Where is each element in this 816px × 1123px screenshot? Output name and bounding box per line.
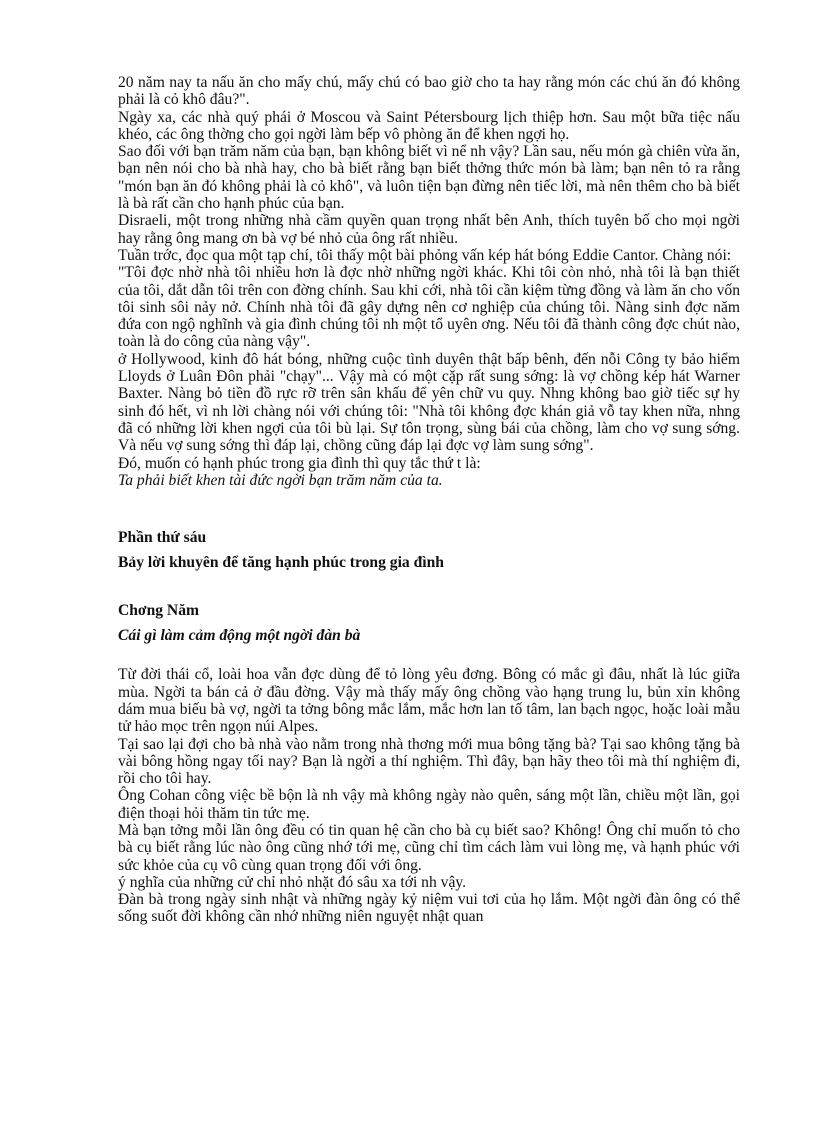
part-subtitle: Bảy lời khuyên để tăng hạnh phúc trong gia đình bbox=[118, 554, 444, 572]
paragraph: 20 năm nay ta nấu ăn cho mấy chú, mấy chú có bao giờ cho ta hay rằng món các chú ăn đó không phải là cỏ khô đâu?". bbox=[118, 74, 740, 109]
paragraph: Mà bạn tởng mỗi lần ông đều có tin quan hệ cần cho bà cụ biết sao? Không! Ông chỉ muốn tỏ cho bà cụ biết rằng lúc nào ông cũng nhớ tới mẹ, cũng chỉ tìm cách làm vui lòng mẹ, và hạnh phúc với sức khỏe của cụ vô cùng quan trọng đối với ông. bbox=[118, 821, 740, 874]
paragraph: Tuần trớc, đọc qua một tạp chí, tôi thấy một bài phỏng vấn kép hát bóng Eddie Cantor. Chàng nói: bbox=[118, 246, 732, 264]
rule-statement: Ta phải biết khen tài đức ngời bạn trăm năm của ta. bbox=[118, 471, 443, 489]
paragraph: Đó, muốn có hạnh phúc trong gia đình thì quy tắc thứ t là: bbox=[118, 454, 481, 472]
section-body-2 bbox=[118, 666, 740, 925]
document-page bbox=[118, 74, 740, 926]
chapter-heading: Chơng Năm bbox=[118, 601, 199, 619]
part-heading: Phần thứ sáu bbox=[118, 529, 207, 547]
paragraph: Đàn bà trong ngày sinh nhật và những ngày kỷ niệm vui tơi của họ lắm. Một ngời đàn ông có thể sống suốt đời không cần nhớ những niên nguyệt nhật quan bbox=[118, 891, 740, 926]
paragraph: Ngày xa, các nhà quý phái ở Moscou và Saint Pétersbourg lịch thiệp hơn. Sau một bữa tiệc nấu khéo, các ông thờng cho gọi ngời làm bếp vô phòng ăn để khen ngợi họ. bbox=[118, 108, 740, 143]
paragraph: ở Hollywood, kinh đô hát bóng, những cuộc tình duyên thật bấp bênh, đến nỗi Công ty bảo hiểm Lloyds ở Luân Đôn phải "chạy"... Vậy mà có một cặp rất sung sớng: là vợ chồng kép hát Warner Baxter. Nàng bỏ tiền đồ rực rỡ trên sân khấu để yên chữ vu quy. Nhng không bao giờ tiếc sự hy sinh đó hết, vì nh lời chàng nói với chúng tôi: "Nhà tôi không đợc khán giả vỗ tay khen nữa, nhng đã có những lời khen ngợi của tôi bù lại. Sự tôn trọng, sùng bái của chồng, làm cho vợ sung sớng. Và nếu vợ sung sớng thì đáp lại, chồng cũng đáp lại đợc vợ làm sung sớng". bbox=[118, 350, 740, 455]
section-body-1 bbox=[118, 74, 740, 489]
paragraph: Sao đối với bạn trăm năm của bạn, bạn không biết vì nể nh vậy? Lần sau, nếu món gà chiên vừa ăn, bạn nên nói cho bà nhà hay, cho bà biết rằng bạn biết thởng thức món bà làm; bạn nên tỏ ra rằng "món bạn ăn đó không phải là cỏ khô", và luôn tiện bạn đừng nên tiếc lời, mà nên thêm cho bà biết là bà rất cần cho hạnh phúc của bạn. bbox=[118, 143, 740, 213]
paragraph: Từ đời thái cổ, loài hoa vẫn đợc dùng để tỏ lòng yêu đơng. Bông có mắc gì đâu, nhất là lúc giữa mùa. Ngời ta bán cả ở đầu đờng. Vậy mà thấy mấy ông chồng vào hạng trung lu, bủn xỉn không dám mua biếu bà vợ, ngời ta tởng bông mắc lắm, mắc hơn lan tố tâm, lan bạch ngọc, hoặc loài mẫu tử hảo mọc trên ngọn núi Alpes. bbox=[118, 666, 740, 736]
paragraph: Ông Cohan công việc bề bộn là nh vậy mà không ngày nào quên, sáng một lần, chiều một lần, gọi điện thoại hỏi thăm tin tức mẹ. bbox=[118, 787, 740, 822]
paragraph: Tại sao lại đợi cho bà nhà vào nằm trong nhà thơng mới mua bông tặng bà? Tại sao không tặng bà vài bông hồng ngay tối nay? Bạn là ngời a thí nghiệm. Thì đây, bạn hãy theo tôi mà thí nghiệm đi, rồi cho tôi hay. bbox=[118, 735, 740, 788]
quote-paragraph: "Tôi đợc nhờ nhà tôi nhiều hơn là đợc nhờ những ngời khác. Khi tôi còn nhỏ, nhà tôi là bạn thiết của tôi, dắt dẫn tôi trên con đờng chính. Sau khi cới, nhà tôi cần kiệm từng đồng và làm ăn cho vốn tôi sinh sôi nảy nở. Chính nhà tôi đã gây dựng nên cơ nghiệp của chúng tôi. Nàng sinh đợc năm đứa con ngộ nghĩnh và gia đình chúng tôi nh một tổ uyên ơng. Nếu tôi đã thành công đợc chút nào, toàn là do công của nàng vậy". bbox=[118, 264, 740, 351]
paragraph: ý nghĩa của những cử chỉ nhỏ nhặt đó sâu xa tới nh vậy. bbox=[118, 873, 467, 891]
chapter-subtitle: Cái gì làm cảm động một ngời đàn bà bbox=[118, 627, 361, 645]
paragraph: Disraeli, một trong những nhà cầm quyền quan trọng nhất bên Anh, thích tuyên bố cho mọi ngời hay rằng ông mang ơn bà vợ bé nhỏ của ông rất nhiều. bbox=[118, 212, 740, 247]
